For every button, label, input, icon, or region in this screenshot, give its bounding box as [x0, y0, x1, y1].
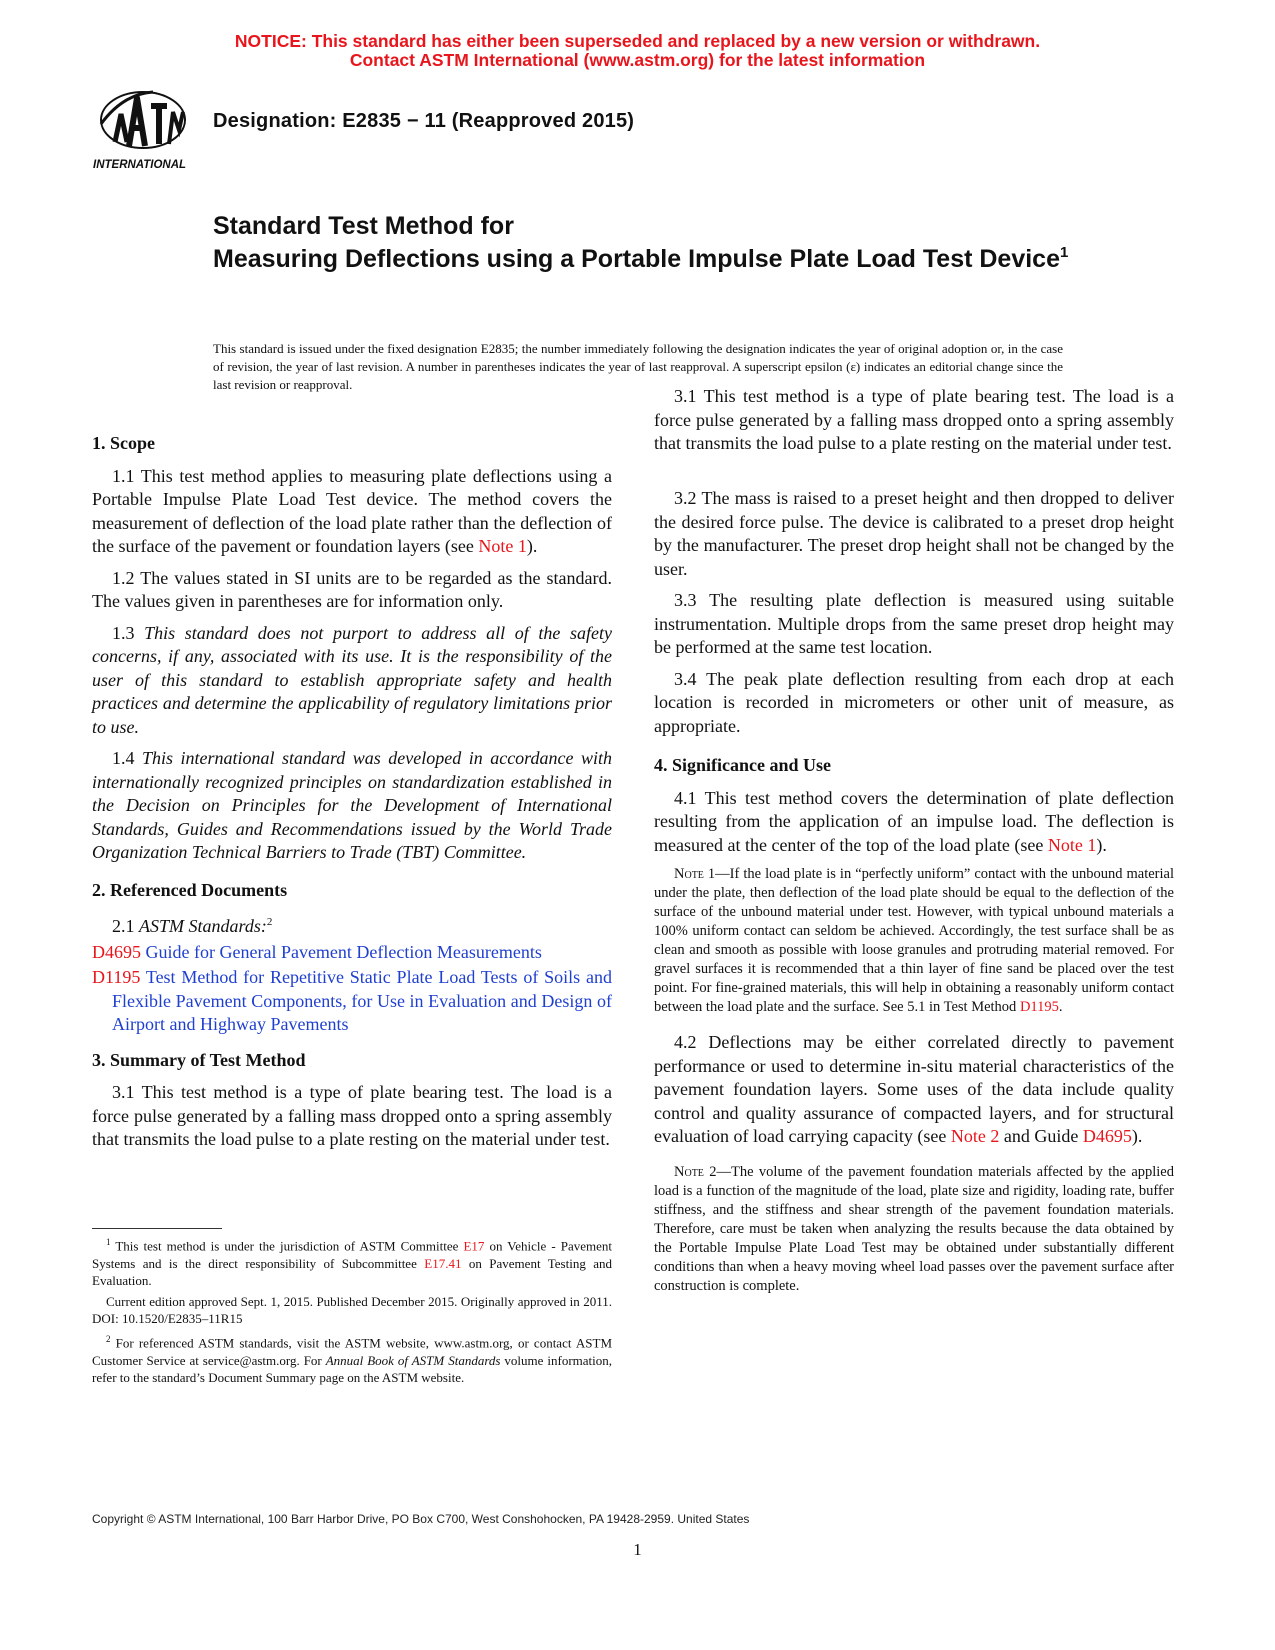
title-footnote-mark: 1: [1060, 244, 1069, 261]
note-1-link-2[interactable]: Note 1: [1047, 834, 1097, 855]
section-summary-heading: 3. Summary of Test Method: [92, 1049, 306, 1070]
d1195-link[interactable]: D1195: [1019, 999, 1059, 1015]
section-scope-heading: 1. Scope: [92, 433, 155, 453]
note-2-link[interactable]: Note 2: [950, 1126, 1000, 1146]
reference-d1195[interactable]: D1195 Test Method for Repetitive Static Plate Load Tests of Soils and Flexible Pavement Components, for Use in Evaluation and Design of Airport and Highway Pavements: [92, 967, 612, 1034]
paragraph-1-2: 1.2 The values stated in SI units are to be regarded as the standard. The values given in parentheses are for information only.: [92, 567, 612, 611]
section-refdocs-heading: 2. Referenced Documents: [92, 879, 288, 900]
d4695-link[interactable]: D4695: [1082, 1126, 1132, 1146]
footnote-1: $^1$ This test method is under the jurisdiction of ASTM Committee E17 on Vehicle - Pavement Systems and is the direct responsibility of Subcommittee E17.41 on Pavement Testing and Evaluation.: [92, 1237, 613, 1289]
paragraph-3-2: 3.2 The mass is raised to a preset height and then dropped to deliver the desired force pulse. The device is calibrated to a preset drop height by the manufacturer. The preset drop height shall not be changed by the user.: [654, 488, 1174, 579]
reference-d4695[interactable]: D4695 Guide for General Pavement Deflection Measurements: [92, 941, 542, 962]
title-line-2: Measuring Deflections using a Portable Impulse Plate Load Test Device$^1$: [213, 244, 1069, 273]
page-number: 1: [633, 1540, 642, 1559]
footnotes: [92, 1234, 612, 1390]
astm-logo-icon: [93, 84, 193, 172]
designation: Designation: E2835 − 11 (Reapproved 2015): [213, 110, 635, 132]
paragraph-1-3: 1.3 This standard does not purport to address all of the safety concerns, if any, associated with its use. It is the responsibility of the user of this standard to establish appropriate safety and health practices and determine the applicability of regulatory limitations prior to use.: [92, 622, 612, 737]
paragraph-1-1: 1.1 This test method applies to measuring plate deflections using a Portable Impulse Plate Load Test device. The method covers the measurement of deflection of the load plate rather than the deflection of the surface of the pavement or foundation layers (see Note 1).: [92, 465, 612, 556]
paragraph-3-1-start: 3.1 This test method is a type of plate bearing test. The load is a force pulse generated by a falling mass dropped onto a spring assembly that transmits the load pulse to a plate resting on the material under test.: [92, 1082, 612, 1149]
note-1-link[interactable]: Note 1: [478, 536, 527, 556]
note-1: Note 1—If the load plate is in “perfectly uniform” contact with the unbound material under the plate, then deflection of the load plate should be equal to the deflection of the surface of the unbound material under test. However, with typical unbound materials a 100% uniform contact can seldom be achieved. Accordingly, the test surface shall be as clean and smooth as possible with loose granules and protruding material removed. For gravel surfaces it is recommended that a thin layer of fine sand be placed over the test point. For fine-grained materials, this will help in obtaining a reasonably uniform contact between the load plate and the surface. See 5.1 in Test Method D1195.: [654, 866, 1174, 1015]
footnote-rule: [92, 1228, 222, 1229]
paragraph-3-1-continued: 3.1 This test method is a type of plate bearing test. The load is a force pulse generated by a falling mass dropped onto a spring assembly that transmits the load pulse to a plate resting on the material under test.: [654, 386, 1174, 453]
paragraph-2-1: 2.1 ASTM Standards:$^2$: [112, 916, 273, 936]
footnote-2: $^2$ For referenced ASTM standards, visit the ASTM website, www.astm.org, or contact ASTM Customer Service at service@astm.org. For Annual Book of ASTM Standards volume information, refer to the standard’s Document Summary page on the ASTM website.: [92, 1333, 613, 1386]
logo-text: INTERNATIONAL: [93, 159, 187, 171]
copyright-line: Copyright © ASTM International, 100 Barr Harbor Drive, PO Box C700, West Conshohocken, PA 19428-2959. United States: [92, 1512, 750, 1526]
left-column: [92, 432, 612, 1149]
footnote-edition: Current edition approved Sept. 1, 2015. Published December 2015. Originally approved in 2011. DOI: 10.1520/E2835–11R15: [92, 1293, 612, 1327]
document-title: [213, 210, 1113, 276]
astm-logo: [93, 84, 193, 172]
e17-link[interactable]: E17: [463, 1238, 485, 1254]
e17-41-link[interactable]: E17.41: [424, 1255, 462, 1271]
paragraph-3-3: 3.3 The resulting plate deflection is measured using suitable instrumentation. Multiple drops from the same preset drop height may be performed at the same test location.: [654, 590, 1174, 657]
note-2: Note 2—The volume of the pavement foundation materials affected by the applied load is a function of the magnitude of the load, plate size and rigidity, loading rate, buffer stiffness, and the stiffness and shear strength of the pavement foundation materials. Therefore, care must be taken when analyzing the results because the data obtained by the Portable Impulse Plate Load Test may be obtained under substantially different conditions than when a heavy moving wheel load passes over the pavement surface after construction is complete.: [654, 1163, 1174, 1294]
paragraph-1-4: 1.4 This international standard was developed in accordance with internationally recognized principles on standardization established in the Decision on Principles for the Development of International Standards, Guides and Recommendations issued by the World Trade Organization Technical Barriers to Trade (TBT) Committee.: [92, 748, 612, 862]
title-line-1: Standard Test Method for: [213, 212, 514, 240]
paragraph-4-2: 4.2 Deflections may be either correlated directly to pavement performance or used to determine in-situ material characteristics of the pavement foundation layers. Some uses of the data include quality control and quality assurance of compacted layers, and for structural evaluation of load carrying capacity (see Note 2 and Guide D4695).: [654, 1032, 1174, 1146]
section-significance-heading: 4. Significance and Use: [654, 755, 832, 775]
right-column: [654, 386, 1174, 1310]
paragraph-4-1: 4.1 This test method covers the determination of plate deflection resulting from the application of an impulse load. The deflection is measured at the center of the top of the load plate (see Note 1).: [654, 787, 1174, 855]
paragraph-3-4: 3.4 The peak plate deflection resulting from each drop at each location is recorded in micrometers or other unit of measure, as appropriate.: [654, 668, 1174, 736]
standard-intro: This standard is issued under the fixed designation E2835; the number immediately following the designation indicates the year of original adoption or, in the case of revision, the year of last revision. A number in parentheses indicates the year of last reapproval. A superscript epsilon (ε) indicates an editorial change since the last revision or reapproval.: [213, 341, 1063, 392]
notice-banner: [0, 32, 1275, 70]
notice-line-1: NOTICE: This standard has either been superseded and replaced by a new version or withdrawn.: [234, 31, 1041, 51]
notice-line-2: Contact ASTM International (www.astm.org) for the latest information: [349, 50, 926, 70]
